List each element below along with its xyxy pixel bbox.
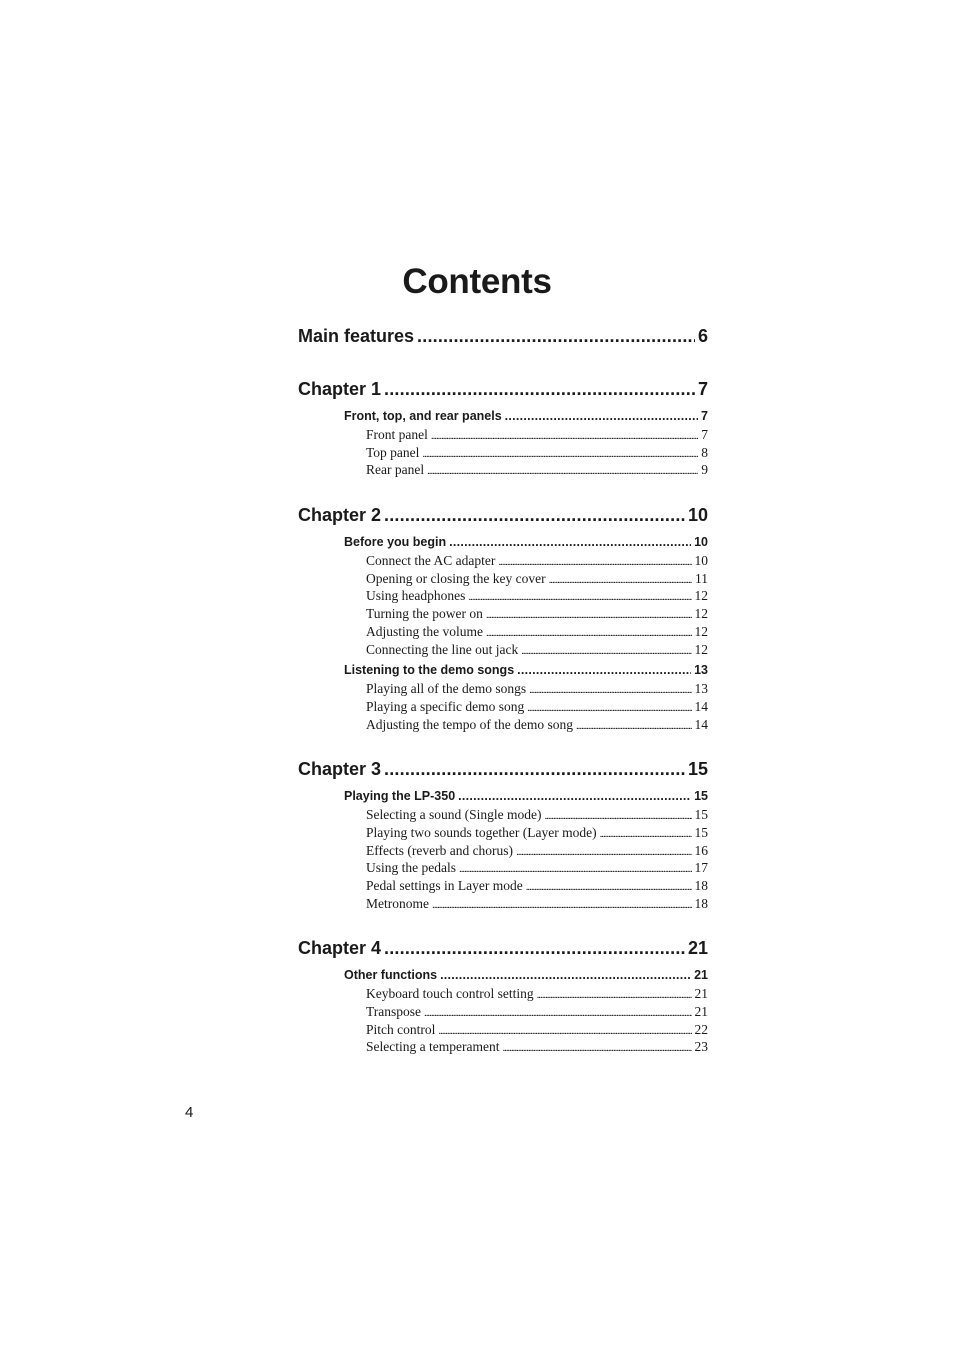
toc-section	[298, 938, 708, 1057]
toc-item-entry[interactable]	[366, 427, 708, 445]
toc-chapter-entry-page: 15	[687, 759, 708, 780]
toc-section	[298, 759, 708, 913]
toc-item-entry[interactable]	[366, 825, 708, 843]
dot-leader	[440, 968, 691, 982]
toc-subsection-group	[344, 789, 708, 913]
toc-subsection-entry-label: Other functions	[344, 968, 438, 983]
dot-leader	[384, 379, 695, 400]
toc-item-entry-page: 18	[694, 895, 708, 911]
dot-leader	[521, 645, 691, 657]
toc-item-entry-label: Turning the power on	[366, 606, 483, 622]
page-number: 4	[185, 1104, 194, 1121]
toc-item-entry[interactable]	[366, 807, 708, 825]
toc-item-entry[interactable]	[366, 860, 708, 878]
toc-subsection-entry[interactable]	[344, 789, 708, 807]
toc-subsection-entry[interactable]	[344, 409, 708, 427]
toc-item-entry-label: Adjusting the tempo of the demo song	[366, 716, 573, 732]
toc-item-entry[interactable]	[366, 462, 708, 480]
toc-item-entry-page: 11	[695, 570, 708, 586]
toc-item-entry[interactable]	[366, 1039, 708, 1057]
toc-item-entry[interactable]	[366, 445, 708, 463]
toc-item-entry[interactable]	[366, 571, 708, 589]
toc-item-entry-label: Pitch control	[366, 1021, 436, 1037]
toc-chapter-entry-label: Chapter 3	[298, 759, 382, 780]
toc-item-entry-page: 15	[694, 807, 708, 823]
toc-subsection-entry-page: 13	[694, 663, 708, 678]
toc-item-entry-label: Top panel	[366, 444, 420, 460]
toc-chapter-entry-label: Chapter 2	[298, 505, 382, 526]
toc-section	[298, 326, 708, 354]
toc-chapter-entry[interactable]	[298, 938, 708, 966]
toc-item-entry-label: Using the pedals	[366, 860, 456, 876]
toc-item-entry-page: 15	[694, 824, 708, 840]
toc-subsection-entry-label: Listening to the demo songs	[344, 663, 515, 678]
dot-leader	[576, 720, 692, 732]
page-title: Contents	[402, 262, 552, 301]
table-of-contents	[298, 326, 708, 1057]
toc-item-entry[interactable]	[366, 896, 708, 914]
toc-item-entry-label: Rear panel	[366, 462, 425, 478]
dot-leader	[486, 627, 692, 639]
toc-item-entry-label: Selecting a temperament	[366, 1039, 500, 1055]
toc-item-entry-label: Playing all of the demo songs	[366, 681, 527, 697]
dot-leader	[438, 1025, 691, 1037]
dot-leader	[459, 863, 692, 875]
toc-item-entry-label: Connecting the line out jack	[366, 641, 519, 657]
toc-item-entry[interactable]	[366, 986, 708, 1004]
toc-item-entry-label: Adjusting the volume	[366, 623, 483, 639]
toc-chapter-entry[interactable]	[298, 505, 708, 533]
dot-leader	[549, 574, 692, 586]
dot-leader	[486, 609, 692, 621]
toc-chapter-entry-label: Main features	[298, 326, 415, 346]
toc-chapter-entry-label: Chapter 4	[298, 938, 382, 959]
toc-item-entry-label: Playing a specific demo song	[366, 698, 525, 714]
toc-item-entry[interactable]	[366, 717, 708, 735]
dot-leader	[449, 535, 691, 549]
toc-item-entry-page: 21	[694, 1004, 708, 1020]
toc-subsection-group	[344, 968, 708, 1057]
toc-item-entry-page: 18	[694, 878, 708, 893]
toc-item-entry[interactable]	[366, 699, 708, 717]
toc-item-entry-page: 12	[694, 606, 708, 622]
toc-subsection-entry-page: 7	[701, 409, 708, 423]
dot-leader	[516, 846, 691, 858]
toc-item-entry-page: 13	[694, 681, 708, 697]
toc-item-entry[interactable]	[366, 624, 708, 642]
toc-subsection-entry[interactable]	[344, 535, 708, 553]
toc-item-entry-label: Using headphones	[366, 588, 466, 604]
dot-leader	[384, 505, 685, 526]
toc-subsection-group	[344, 663, 708, 734]
toc-chapter-entry[interactable]	[298, 326, 708, 354]
toc-subsection-entry[interactable]	[344, 663, 708, 681]
toc-item-entry[interactable]	[366, 553, 708, 571]
toc-item-entry-label: Selecting a sound (Single mode)	[366, 807, 542, 823]
dot-leader	[417, 326, 695, 347]
toc-chapter-entry[interactable]	[298, 379, 708, 407]
toc-item-entry-page: 7	[701, 427, 708, 442]
toc-subsection-entry-page: 21	[694, 968, 708, 983]
dot-leader	[544, 810, 691, 822]
dot-leader	[526, 881, 692, 893]
toc-section	[298, 379, 708, 480]
toc-chapter-entry-page: 21	[687, 938, 708, 959]
toc-subsection-group	[344, 409, 708, 480]
toc-item-entry-page: 8	[701, 444, 708, 460]
dot-leader	[502, 1042, 691, 1054]
dot-leader	[498, 556, 691, 568]
dot-leader	[537, 989, 692, 1001]
toc-item-entry-label: Playing two sounds together (Layer mode)	[366, 824, 597, 840]
toc-subsection-entry-label: Before you begin	[344, 535, 447, 550]
toc-chapter-entry-page: 7	[697, 379, 708, 399]
toc-item-entry-label: Metronome	[366, 895, 429, 911]
toc-item-entry[interactable]	[366, 1004, 708, 1022]
dot-leader	[529, 684, 691, 696]
toc-item-entry[interactable]	[366, 588, 708, 606]
dot-leader	[527, 702, 691, 714]
toc-item-entry-label: Keyboard touch control setting	[366, 986, 534, 1002]
toc-subsection-entry-label: Front, top, and rear panels	[344, 409, 502, 423]
toc-item-entry-label: Front panel	[366, 427, 428, 442]
toc-chapter-entry-page: 6	[697, 326, 708, 346]
dot-leader	[427, 465, 698, 477]
toc-item-entry-page: 21	[694, 986, 708, 1002]
toc-item-entry-page: 12	[694, 623, 708, 639]
toc-item-entry-label: Connect the AC adapter	[366, 553, 496, 569]
toc-item-entry-page: 12	[694, 588, 708, 604]
dot-leader	[600, 828, 692, 840]
toc-item-entry[interactable]	[366, 681, 708, 699]
toc-item-entry-page: 22	[694, 1021, 708, 1037]
toc-section	[298, 505, 708, 734]
toc-subsection-entry-page: 15	[694, 789, 708, 804]
dot-leader	[468, 591, 691, 603]
dot-leader	[424, 1007, 691, 1019]
toc-subsection-entry-page: 10	[694, 535, 708, 550]
toc-subsection-entry[interactable]	[344, 968, 708, 986]
toc-item-entry-page: 14	[694, 716, 708, 732]
toc-subsection-group	[344, 535, 708, 659]
toc-item-entry-label: Effects (reverb and chorus)	[366, 842, 514, 858]
dot-leader	[432, 899, 692, 911]
toc-chapter-entry[interactable]	[298, 759, 708, 787]
toc-chapter-entry-page: 10	[687, 505, 708, 526]
toc-item-entry-page: 9	[701, 462, 708, 478]
toc-item-entry[interactable]	[366, 642, 708, 660]
toc-item-entry[interactable]	[366, 606, 708, 624]
toc-chapter-entry-label: Chapter 1	[298, 379, 382, 399]
toc-item-entry[interactable]	[366, 1022, 708, 1040]
toc-item-entry-page: 10	[694, 553, 708, 569]
toc-item-entry-page: 17	[694, 860, 708, 876]
toc-item-entry-page: 14	[694, 698, 708, 714]
toc-item-entry[interactable]	[366, 843, 708, 861]
dot-leader	[422, 448, 698, 460]
toc-item-entry-page: 12	[694, 641, 708, 657]
dot-leader	[458, 789, 691, 803]
dot-leader	[517, 663, 691, 677]
toc-item-entry-page: 23	[694, 1039, 708, 1055]
dot-leader	[505, 409, 698, 423]
toc-subsection-entry-label: Playing the LP-350	[344, 789, 456, 804]
toc-item-entry[interactable]	[366, 878, 708, 896]
toc-item-entry-page: 16	[694, 842, 708, 858]
toc-item-entry-label: Opening or closing the key cover	[366, 570, 546, 586]
toc-item-entry-label: Pedal settings in Layer mode	[366, 878, 523, 893]
dot-leader	[384, 759, 685, 780]
toc-item-entry-label: Transpose	[366, 1004, 422, 1020]
dot-leader	[384, 938, 685, 959]
dot-leader	[431, 430, 698, 442]
